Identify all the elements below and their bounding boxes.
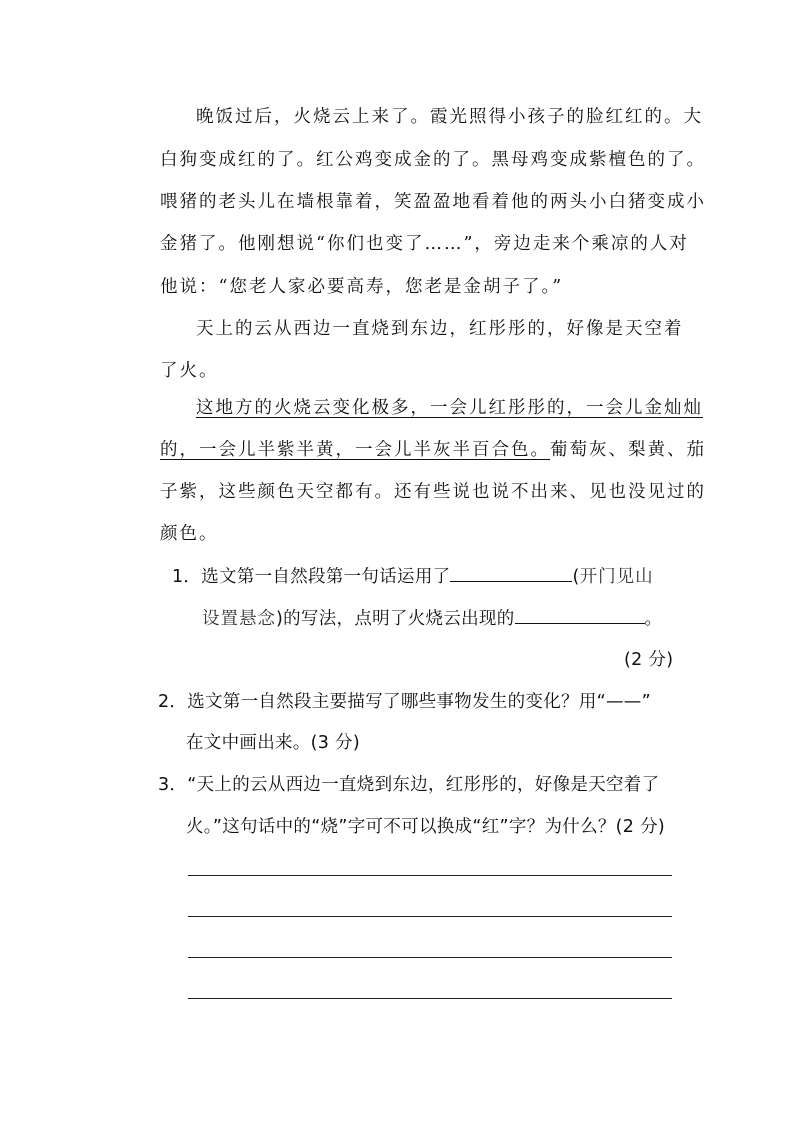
question-1-end: 。 [644,609,663,629]
question-1-number: 1． [172,567,202,587]
question-1-text-a: 选文第一自然段第一句话运用了 [201,567,451,587]
question-3-number: 3． [158,775,188,795]
passage-p3-line-2 [160,438,706,462]
question-1-text-b: )的写法，点明了火烧云出现的 [276,609,515,629]
passage-p2-line-2: 了火。 [160,361,219,381]
question-3-line-2: 火。”这句话中的“烧”字可不可以换成“红”字？为什么？(2 分) [186,817,666,837]
passage-p1-line-1: 晚饭过后，火烧云上来了。霞光照得小孩子的脸红红的。大 [196,107,703,127]
question-1-score: (2 分) [624,650,674,670]
passage-p1-line-5: 他说：“您老人家必要高寿，您老是金胡子了。” [160,277,564,297]
question-2-number: 2． [158,692,188,712]
question-1-line-1 [172,563,654,589]
passage-p2-line-1: 天上的云从西边一直烧到东边，红彤彤的，好像是天空着 [196,319,684,339]
answer-line-4[interactable] [188,998,672,999]
passage-p3-line-2-rest: 葡萄灰、梨黄、茄 [550,440,706,460]
question-1-hint-1: 开门见山 [579,567,654,587]
answer-line-2[interactable] [188,916,672,917]
question-2-text: 选文第一自然段主要描写了哪些事物发生的变化？用“——” [187,692,651,712]
passage-p3-line-3: 子紫，这些颜色天空都有。还有些说也说不出来、见也没见过的 [160,482,706,502]
question-1-hint-2: 设置悬念 [202,609,276,629]
question-3-line-1 [158,773,659,797]
passage-p1-line-3: 喂猪的老头儿在墙根靠着，笑盈盈地看着他的两头小白猪变成小 [160,192,706,212]
passage-p1-line-4: 金猪了。他刚想说“你们也变了……”，旁边走来个乘凉的人对 [160,234,689,254]
question-1-blank-1[interactable] [450,563,572,582]
question-2-line-1 [158,690,651,714]
question-3-text: “天上的云从西边一直烧到东边，红彤彤的，好像是天空着了 [187,775,660,795]
answer-line-1[interactable] [188,875,672,876]
question-2-line-2: 在文中画出来。(3 分) [186,733,360,753]
passage-p3-line-4: 颜色。 [160,524,219,544]
passage-p3-line-1-underlined: 这地方的火烧云变化极多，一会儿红彤彤的，一会儿金灿灿 [196,398,703,418]
question-1-paren-open: ( [572,567,580,587]
answer-line-3[interactable] [188,957,672,958]
question-1-line-2 [202,605,662,631]
passage-p3-line-2-underlined: 的，一会儿半紫半黄，一会儿半灰半百合色。 [160,440,550,460]
question-1-blank-2[interactable] [515,605,645,624]
passage-p1-line-2: 白狗变成红的了。红公鸡变成金的了。黑母鸡变成紫檀色的了。 [160,150,706,170]
